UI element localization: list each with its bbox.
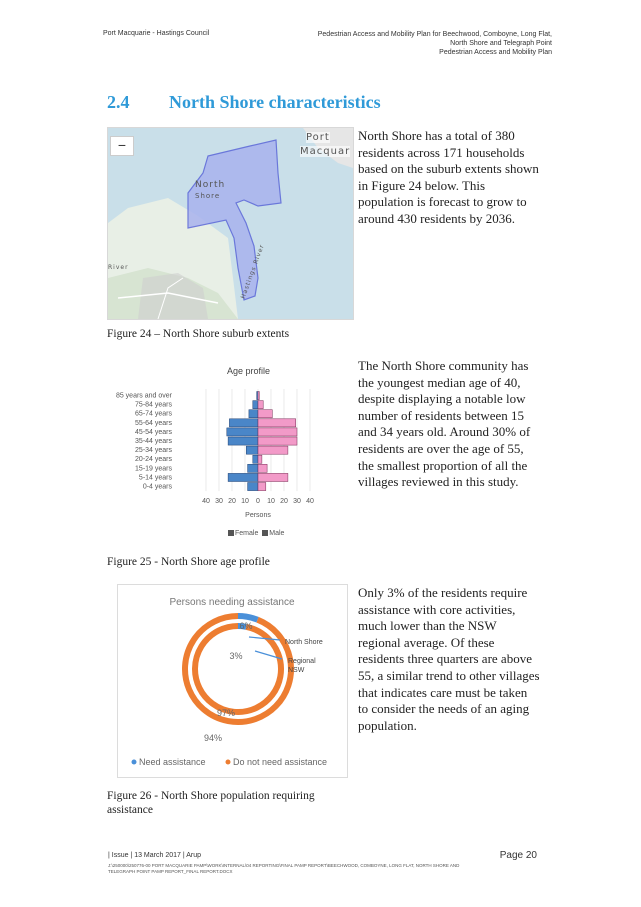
section-number: 2.4 [107, 92, 130, 112]
age-category-label: 25-34 years [135, 447, 172, 455]
female-bar [258, 483, 266, 491]
ring-label-regional: Regional [288, 658, 316, 665]
label-regional-need: 6% [239, 621, 253, 631]
x-tick-label: 20 [280, 498, 288, 506]
assistance-donut-chart [118, 585, 347, 777]
header-report-title [292, 30, 552, 57]
x-tick-label: 30 [293, 498, 301, 506]
age-category-label: 0-4 years [142, 483, 172, 491]
map-label-north: North [195, 180, 226, 190]
female-bar [258, 392, 259, 400]
paragraph-age: The North Shore community has the youngest median age of 40, despite displaying a notable low number of residents between 15 and 34 years old. Around 30% of residents are over the age of 55, the smallest proportion of all the villages reviewed in this study. [358, 358, 531, 490]
x-tick-label: 40 [306, 498, 314, 506]
male-bar [253, 401, 258, 409]
figure-26-caption-line1: Figure 26 - North Shore population requiring [107, 790, 315, 802]
age-category-label: 85 years and over [115, 392, 172, 400]
female-bar [258, 437, 297, 445]
male-bar [248, 483, 258, 491]
age-category-label: 15-19 years [135, 465, 172, 473]
female-legend-marker [228, 530, 234, 536]
paragraph-assistance: Only 3% of the residents require assistance with core activities, much lower than the NSW regional average. Of these residents three quarters are above 55, a similar trend to other villages that indicates care must be taken to consider the needs of an aging population. [358, 585, 540, 733]
female-bar [258, 455, 262, 463]
figure-26-caption-line2: assistance [107, 804, 153, 816]
male-bar [229, 419, 258, 427]
page-number: Page 20 [499, 850, 537, 861]
ring-label-north-shore: North Shore [285, 639, 323, 646]
map-label-river: River [108, 264, 129, 271]
header-council: Port Macquarie - Hastings Council [103, 30, 210, 37]
male-bar [246, 446, 258, 454]
female-bar [258, 428, 297, 436]
ring-label-nsw: NSW [288, 667, 305, 674]
suburb-map[interactable] [107, 127, 354, 320]
need-assistance-legend-dot [132, 760, 137, 765]
male-bar [253, 455, 258, 463]
legend-female: Female [235, 530, 259, 537]
map-label-shore: Shore [195, 192, 221, 200]
paragraph-population: North Shore has a total of 380 residents across 171 households based on the suburb extents shown in Figure 24 below. This population is forecast to grow to around 430 residents by 2036. [358, 128, 539, 226]
male-bar [248, 464, 258, 472]
female-bar [258, 410, 272, 418]
label-regional-not-need: 94% [203, 733, 223, 743]
legend-male: Male [269, 530, 285, 537]
section-title: North Shore characteristics [169, 92, 381, 112]
do-not-need-assistance-arc [185, 616, 291, 722]
age-category-label: 20-24 years [135, 456, 172, 464]
female-bar [258, 464, 267, 472]
age-category-label: 45-54 years [135, 428, 172, 436]
map-label-macquarie: Macquar [300, 146, 351, 157]
legend-do-not-need-assistance: Do not need assistance [233, 757, 328, 767]
age-chart-title: Age profile [227, 366, 271, 376]
x-tick-label: 20 [228, 498, 236, 506]
figure-26-caption [107, 789, 315, 817]
age-category-label: 55-64 years [135, 419, 172, 427]
map-label-port: Port [306, 132, 330, 143]
donut-chart-title: Persons needing assistance [169, 597, 295, 608]
age-chart-legend [228, 530, 284, 537]
age-category-label: 65-74 years [135, 410, 172, 418]
section-heading [107, 92, 381, 113]
male-bar [228, 437, 258, 445]
x-tick-label: 10 [241, 498, 249, 506]
legend-need-assistance: Need assistance [139, 757, 206, 767]
figure-24-caption: Figure 24 – North Shore suburb extents [107, 328, 290, 340]
x-tick-label: 30 [215, 498, 223, 506]
male-bar [249, 410, 258, 418]
female-bar [258, 473, 288, 481]
female-bar [258, 446, 288, 454]
figure-25-caption: Figure 25 - North Shore age profile [107, 556, 270, 568]
female-bar [258, 419, 296, 427]
label-north-shore-need: 3% [229, 651, 243, 661]
label-north-shore-not-need: 97% [216, 708, 236, 718]
header-right-line2: North Shore and Telegraph Point [450, 40, 552, 47]
assistance-chart-container [117, 584, 348, 778]
male-legend-marker [262, 530, 268, 536]
age-category-label: 35-44 years [135, 438, 172, 445]
x-axis-label: Persons [245, 512, 271, 520]
age-profile-chart [77, 362, 345, 542]
age-category-label: 5-14 years [138, 474, 172, 482]
male-bar [228, 473, 258, 481]
need-assistance-arc [238, 616, 258, 620]
zoom-out-button[interactable]: − [110, 136, 134, 156]
x-tick-label: 40 [202, 498, 210, 506]
female-bar [258, 401, 263, 409]
header-right-line3: Pedestrian Access and Mobility Plan [439, 49, 552, 56]
male-bar [227, 428, 258, 436]
not-need-assistance-legend-dot [226, 760, 231, 765]
footer-file-path: J:\250000\250776-00 PORT MACQUARIE PAMP\WORK\INTERNAL\04 REPORTING\FINAL PAMP REPORT\BEECHWOOD, COMBOYNE, LONG FLAT, NORTH SHORE AND TELEGRAPH POINT PAMP REPORT_FINAL REPORT.DOCX [108, 863, 460, 874]
footer-issue: | Issue | 13 March 2017 | Arup [108, 852, 202, 859]
header-right-line1: Pedestrian Access and Mobility Plan for Beechwood, Comboyne, Long Flat, [317, 31, 552, 38]
x-tick-label: 10 [267, 498, 275, 506]
map-label-hastings: Hastings River [239, 243, 266, 300]
x-tick-label: 0 [256, 498, 260, 506]
age-category-label: 75-84 years [135, 401, 172, 409]
